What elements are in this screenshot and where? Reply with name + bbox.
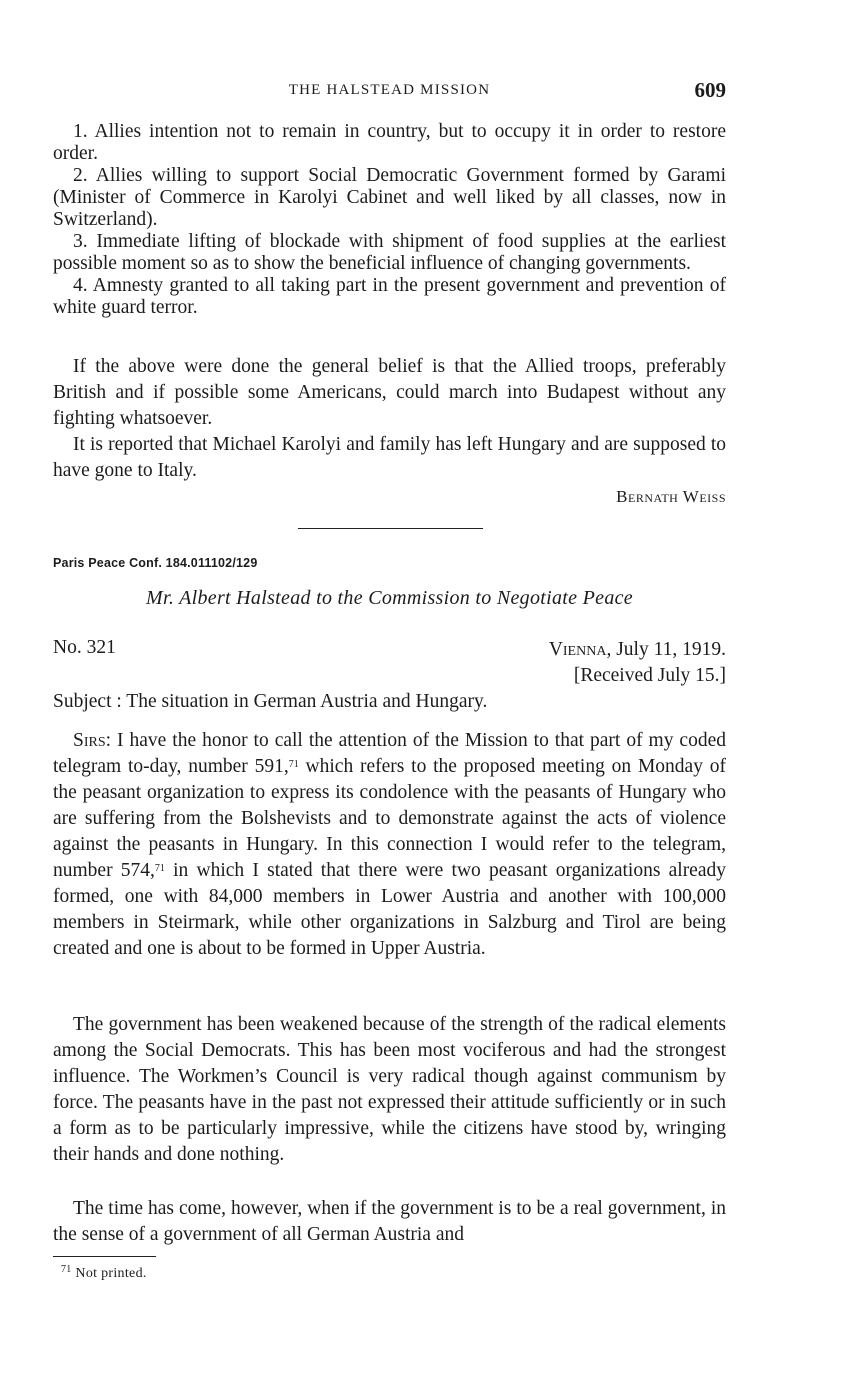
- document-number: No. 321: [53, 637, 116, 658]
- document-title: Mr. Albert Halstead to the Commission to Negotiate Peace: [146, 587, 633, 609]
- dateline-date: [549, 637, 726, 663]
- footnote-ref: 71: [154, 863, 165, 874]
- running-title: THE HALSTEAD MISSION: [288, 82, 491, 98]
- list-item: 4. Amnesty granted to all taking part in the present government and prevention of white guard terror.: [53, 275, 726, 318]
- dateline: [549, 637, 726, 689]
- paragraph: [53, 728, 726, 962]
- numbered-list: [53, 121, 726, 319]
- footnote-marker: 71: [61, 1264, 72, 1275]
- text-run: in which I stated that there were two peasant organizations already formed, one with 84,000 members in Lower Austria and another with 100,000 members in Steirmark, while other organizations in Salzburg and Tirol are being created and one is about to be formed in Upper Austria.: [53, 860, 726, 959]
- letter-body-continued: [53, 1012, 726, 1168]
- footnote-ref: 71: [288, 759, 299, 770]
- list-item: 1. Allies intention not to remain in country, but to occupy it in order to restore order.: [53, 121, 726, 164]
- file-reference: Paris Peace Conf. 184.011102/129: [53, 556, 258, 570]
- footnote-rule: [53, 1256, 156, 1257]
- dateline-date-text: , July 11, 1919.: [606, 639, 726, 660]
- letter-body-continued-2: [53, 1196, 726, 1248]
- dateline-place: Vienna: [548, 639, 607, 660]
- list-item: 2. Allies willing to support Social Democratic Government formed by Garami (Minister of Commerce in Karolyi Cabinet and well liked by all classes, now in Switzerland).: [53, 165, 726, 230]
- text-run: which refers to the proposed meeting on Monday of the peasant organization to express its condolence with the peasants of Hungary who are suffering from the Bolshevists and to demonstrate against the acts of violence against the peasants in Hungary. In this connection I would refer to the telegram, number 574,: [53, 756, 726, 881]
- footnote: [61, 1266, 147, 1282]
- section-divider: [298, 528, 483, 529]
- signature: Bernath Weiss: [616, 487, 726, 506]
- subject-line: Subject : The situation in German Austria and Hungary.: [53, 691, 488, 712]
- paragraph: It is reported that Michael Karolyi and family has left Hungary and are supposed to have gone to Italy.: [53, 434, 726, 481]
- list-item: 3. Immediate lifting of blockade with shipment of food supplies at the earliest possible moment so as to show the beneficial influence of changing governments.: [53, 231, 726, 274]
- footnote-text: Not printed.: [71, 1266, 147, 1281]
- paragraph: The government has been weakened because of the strength of the radical elements among the Social Democrats. This has been most vociferous and had the strongest influence. The Workmen’s Council is very radical though against communism by force. The peasants have in the past not expressed their attitude sufficiently or in such a form as to be particularly impressive, while the citizens have stood by, wringing their hands and done nothing.: [53, 1014, 726, 1165]
- paragraph: The time has come, however, when if the government is to be a real government, in the sense of a government of all German Austria and: [53, 1198, 726, 1245]
- letter-body: [53, 728, 726, 962]
- text-run: : I have the honor to call the attention of the Mission to that part of my coded telegram to-day, number 591,: [53, 730, 726, 777]
- page-header: [53, 78, 726, 104]
- page-number: 609: [694, 78, 726, 102]
- salutation: Sirs: [73, 730, 106, 751]
- report-conclusion: [53, 354, 726, 484]
- paragraph: If the above were done the general belief is that the Allied troops, preferably British and if possible some Americans, could march into Budapest without any fighting whatsoever.: [53, 356, 726, 429]
- received-date: [Received July 15.]: [573, 665, 726, 686]
